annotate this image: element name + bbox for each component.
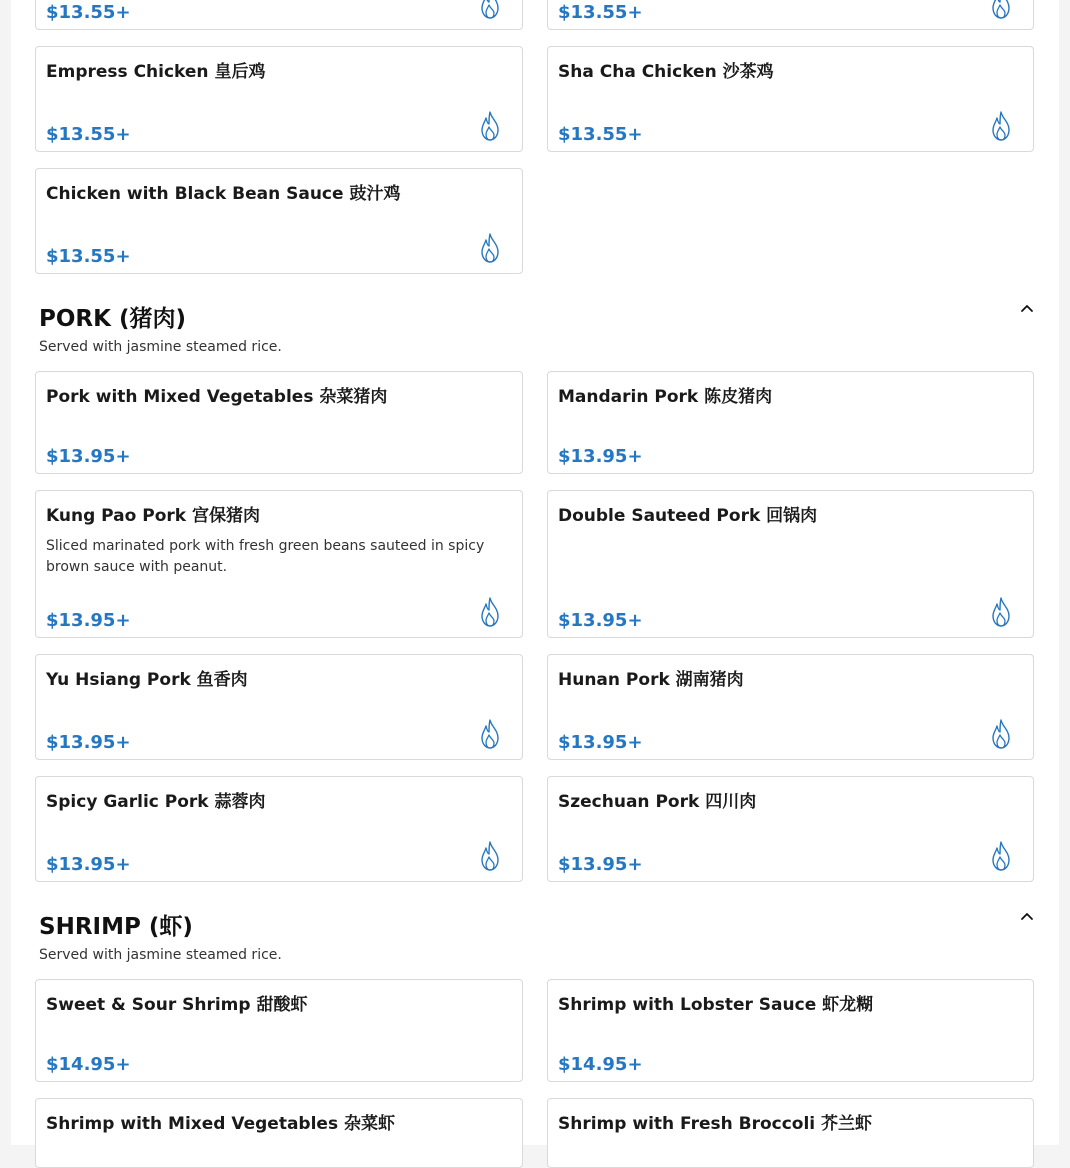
menu-item-card[interactable] bbox=[35, 979, 523, 1082]
chevron-up-icon[interactable] bbox=[1019, 300, 1035, 316]
item-price: $13.95+ bbox=[558, 610, 643, 631]
chevron-up-icon[interactable] bbox=[1019, 908, 1035, 924]
spicy-flame-icon bbox=[989, 718, 1013, 750]
item-price: $13.55+ bbox=[46, 2, 131, 23]
spicy-flame-icon bbox=[989, 110, 1013, 142]
item-name: Pork with Mixed Vegetables 杂菜猪肉 bbox=[46, 387, 388, 407]
spicy-flame-icon bbox=[478, 718, 502, 750]
menu-item-card[interactable] bbox=[547, 0, 1034, 30]
item-name: Shrimp with Lobster Sauce 虾龙糊 bbox=[558, 995, 874, 1015]
item-price: $14.95+ bbox=[558, 1054, 643, 1075]
item-name: Shrimp with Fresh Broccoli 芥兰虾 bbox=[558, 1114, 873, 1134]
menu-item-card[interactable] bbox=[35, 168, 523, 274]
spicy-flame-icon bbox=[989, 596, 1013, 628]
item-price: $13.95+ bbox=[558, 732, 643, 753]
item-price: $13.55+ bbox=[558, 2, 643, 23]
item-name: Spicy Garlic Pork 蒜蓉肉 bbox=[46, 792, 266, 812]
menu-item-card[interactable] bbox=[547, 1098, 1034, 1168]
spicy-flame-icon bbox=[989, 840, 1013, 872]
item-name: Mandarin Pork 陈皮猪肉 bbox=[558, 387, 773, 407]
spicy-flame-icon bbox=[478, 0, 502, 20]
menu-item-card[interactable] bbox=[547, 654, 1034, 760]
item-name: Chicken with Black Bean Sauce 豉汁鸡 bbox=[46, 184, 401, 204]
item-name: Szechuan Pork 四川肉 bbox=[558, 792, 757, 812]
item-price: $13.95+ bbox=[46, 732, 131, 753]
item-price: $13.95+ bbox=[558, 446, 643, 467]
menu-item-card[interactable] bbox=[547, 371, 1034, 474]
item-price: $14.95+ bbox=[46, 1054, 131, 1075]
spicy-flame-icon bbox=[478, 232, 502, 264]
item-price: $13.55+ bbox=[558, 124, 643, 145]
item-name: Shrimp with Mixed Vegetables 杂菜虾 bbox=[46, 1114, 395, 1134]
section-title-pork: PORK (猪肉) bbox=[39, 306, 186, 332]
menu-item-card[interactable] bbox=[547, 46, 1034, 152]
menu-item-card[interactable] bbox=[35, 371, 523, 474]
item-price: $13.95+ bbox=[558, 854, 643, 875]
item-name: Yu Hsiang Pork 鱼香肉 bbox=[46, 670, 248, 690]
menu-item-card[interactable] bbox=[35, 1098, 523, 1168]
item-description: Sliced marinated pork with fresh green beans sauteed in spicy brown sauce with peanut. bbox=[46, 538, 485, 575]
menu-item-card[interactable] bbox=[547, 776, 1034, 882]
section-description: Served with jasmine steamed rice. bbox=[39, 947, 282, 963]
item-name: Sha Cha Chicken 沙茶鸡 bbox=[558, 62, 774, 82]
menu-item-card[interactable] bbox=[35, 654, 523, 760]
item-price: $13.95+ bbox=[46, 610, 131, 631]
menu-item-card[interactable] bbox=[35, 46, 523, 152]
section-title-shrimp: SHRIMP (虾) bbox=[39, 914, 193, 940]
spicy-flame-icon bbox=[478, 840, 502, 872]
menu-page bbox=[11, 0, 1059, 1145]
item-price: $13.95+ bbox=[46, 446, 131, 467]
menu-item-card[interactable] bbox=[547, 979, 1034, 1082]
item-name: Empress Chicken 皇后鸡 bbox=[46, 62, 266, 82]
item-name: Double Sauteed Pork 回锅肉 bbox=[558, 506, 818, 526]
menu-item-card[interactable] bbox=[35, 490, 523, 638]
spicy-flame-icon bbox=[478, 596, 502, 628]
spicy-flame-icon bbox=[989, 0, 1013, 20]
section-description: Served with jasmine steamed rice. bbox=[39, 339, 282, 355]
menu-item-card[interactable] bbox=[35, 0, 523, 30]
menu-item-card[interactable] bbox=[547, 490, 1034, 638]
item-price: $13.55+ bbox=[46, 124, 131, 145]
item-price: $13.95+ bbox=[46, 854, 131, 875]
item-name: Kung Pao Pork 宫保猪肉 bbox=[46, 506, 260, 526]
item-price: $13.55+ bbox=[46, 246, 131, 267]
item-name: Sweet & Sour Shrimp 甜酸虾 bbox=[46, 995, 308, 1015]
spicy-flame-icon bbox=[478, 110, 502, 142]
item-name: Hunan Pork 湖南猪肉 bbox=[558, 670, 744, 690]
menu-item-card[interactable] bbox=[35, 776, 523, 882]
